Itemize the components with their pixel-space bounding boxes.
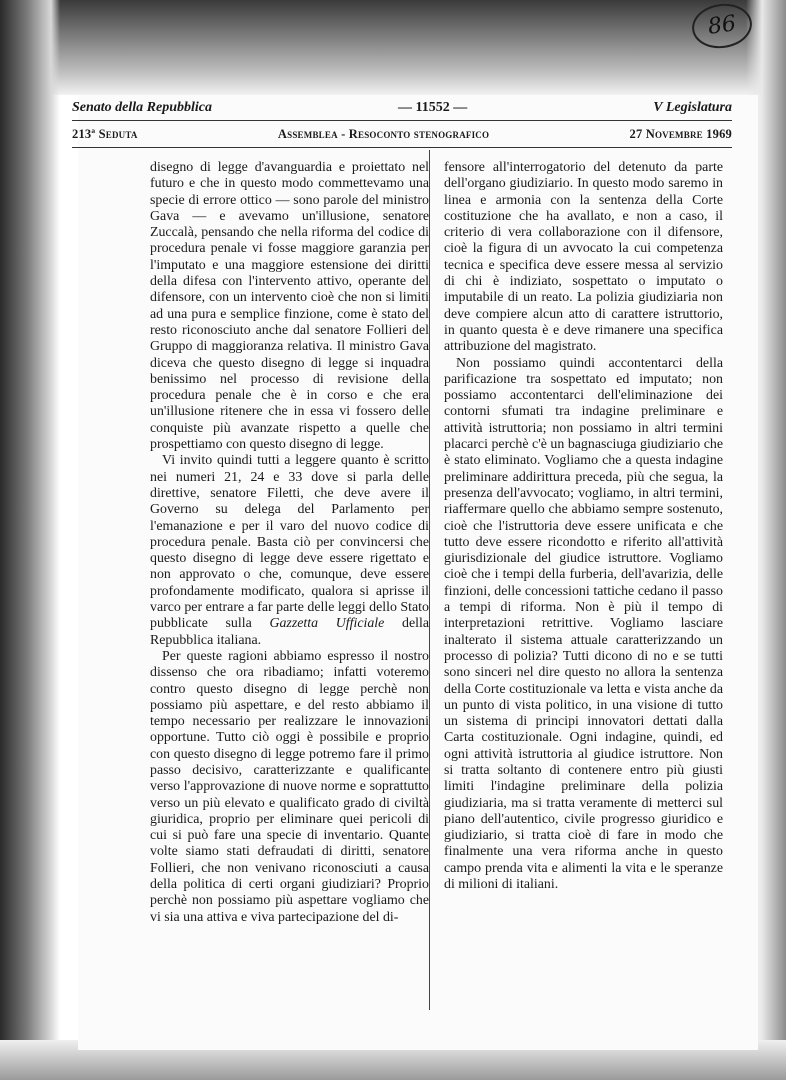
left-paragraph-2-text-b: della Repubblica italiana. [150,616,429,648]
left-paragraph-2-text-a: Vi invito quindi tutti a leggere quanto è scritto nei numeri 21, 24 e 33 dove si parla delle direttive, senatore Filetti, che deve avere il Governo su delega del Parlamento per l'emanazione e per il varo del nuovo codice di procedura penale. Basta ciò per convincersi che questo disegno di legge deve essere rigettato e non approvato o che, comunque, deve essere profondamente modificato, qualora si aprisse il varco per entrare a far parte delle leggi dello Stato pubblicate sulla [150,453,429,632]
left-paragraph-3: Per queste ragioni abbiamo espresso il nostro dissenso che ora ribadiamo; infatti voteremo contro questo disegno di legge perchè non possiamo più aspettare, e del resto abbiamo il tempo necessario per realizzare le innovazioni opportune. Tutto ciò oggi è possibile e proprio con questo disegno di legge potremo fare il primo passo decisivo, caratterizzante e qualificante verso l'approvazione di nuove norme e soprattutto verso un più elevato e qualificato grado di civiltà giuridica, proprio per eliminare quei pericoli di cui si può fare una specie di inventario. Quante volte siamo stati defraudati di diritti, senatore Follieri, che non venivano riconosciuti a causa della politica di certi organi giudiziari? Proprio perchè non possiamo più aspettare vogliamo che vi sia una attiva e viva partecipazione del di- [150,648,429,925]
stamp-number: 86 [706,11,738,40]
scan-shadow-top [0,0,786,95]
column-divider [429,150,430,1010]
gazzetta-title: Gazzetta Ufficiale [269,616,385,632]
left-column [150,160,429,926]
header-rule-bottom [72,147,732,148]
right-paragraph-1: fensore all'interrogatorio del detenuto da parte dell'organo giudiziario. In questo modo saremo in linea e armonia con la sentenza della Corte costituzione che ha avallato, e non a caso, il criterio di vera collaborazione con il difensore, cioè la figura di un avvocato la cui competenza tecnica e specifica deve essere messa al servizio di chi è indiziato, sospettato o imputato o imputabile di un reato. La polizia giudiziaria non deve compiere alcun atto di carattere istruttorio, in quanto questa è e deve rimanere una specifica attribuzione del magistrato. [444,160,723,355]
right-paragraph-2: Non possiamo quindi accontentarci della parificazione tra sospettato ed imputato; non possiamo accontentarci dell'eliminazione dei contorni sfumati tra indagine preliminare e attività istruttoria; non possiamo in altri termini placarci perchè c'è un bagnasciuga giudiziario che è stato eliminato. Vogliamo che a questa indagine preliminare addirittura preceda, più che segua, la presenza dell'avvocato; vogliamo, in altri termini, riaffermare quello che abbiamo sempre sostenuto, cioè che l'istruttoria deve essere unificata e che tutto deve essere ricondotto e riferito all'attività giurisdizionale del giudice istruttore. Vogliamo cioè che i tempi della furberia, dell'avarizia, delle finzioni, delle concessioni tattiche cedano il passo a tempi di riforma. Non è più il tempo di interpretazioni retrittive. Vogliamo lasciare inalterato il sistema attuale caratterizzando un processo di polizia? Tutti dicono di no e se tutti sono sinceri nel dire questo no allora la sentenza della Corte costituzionale va letta e vista anche da un punto di vista politico, in una visione di tutto un sistema di principi innovatori dettati dalla Carta costituzionale. Ogni indagine, quindi, ed ogni attività istruttoria al giudice istruttore. Non si tratta soltanto di contenere entro più giusti limiti l'indagine preliminare della polizia giudiziaria, ma si tratta veramente di metterci sul piano dell'autentico, civile progresso giuridico e giudiziario, si tratta cioè di fare in modo che finalmente una vera riforma anche in questo campo prenda vita e alimenti la vita e le speranze di milioni di italiani. [444,355,723,893]
session-date: 27 Novembre 1969 [629,127,732,141]
session-number: 213ª Seduta [72,127,138,141]
left-paragraph-2 [150,453,429,649]
scan-shadow-left [0,0,60,1080]
session-header [72,127,732,142]
right-column [444,160,723,893]
header-institution: Senato della Repubblica [72,100,212,115]
header-rule-top [72,120,732,121]
header-page-number: — 11552 — [398,100,468,115]
session-title: Assemblea - Resoconto stenografico [277,127,490,141]
running-header [72,100,732,116]
left-paragraph-1: disegno di legge d'avanguardia e proiettato nel futuro e che in questo modo commettevamo una specie di errore ottico — sono parole del ministro Gava — e avevamo un'illusione, senatore Zuccalà, pensando che nella riforma del codice di procedura penale vi fosse maggiore garanzia per l'imputato e una maggiore estensione dei diritti della difesa con l'intervento attivo, operante del difensore, con un intervento cioè che non si limiti ad una pura e semplice finzione, come è stato del resto riconosciuto anche dal senatore Follieri del Gruppo di maggioranza relativa. Il ministro Gava diceva che questo disegno di legge si inquadra benissimo nel processo di revisione della procedura penale che è in corso e che era un'illusione ritenere che in essa vi fossero delle conquiste più avanzate rispetto a quelle che prospettiamo con questo disegno di legge. [150,160,429,453]
header-legislature: V Legislatura [653,100,732,115]
